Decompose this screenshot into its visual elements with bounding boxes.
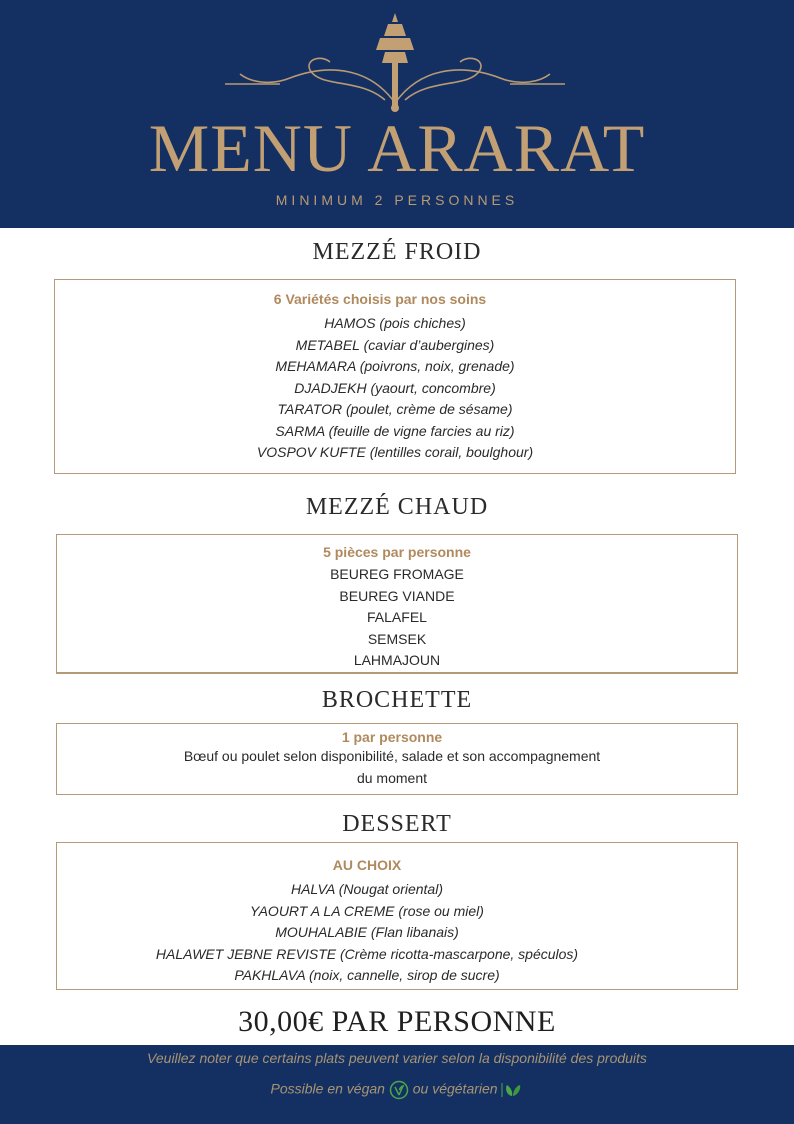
mezze-froid-heading: 6 Variétés choisis par nos soins [273, 291, 487, 307]
list-item: YAOURT A LA CREME (rose ou miel) [250, 902, 484, 919]
list-item: HALVA (Nougat oriental) [290, 881, 443, 897]
availability-note: Veuillez noter que certains plats peuvent varier selon la disponibilité des produits [147, 1050, 647, 1066]
section-title-mezze-chaud: MEZZÉ CHAUD [305, 494, 489, 520]
list-item: BEUREG VIANDE [339, 587, 455, 604]
mezze-chaud-box [56, 534, 738, 674]
price-label: 30,00€ PAR PERSONNE [238, 1005, 556, 1038]
list-item: FALAFEL [367, 609, 427, 625]
diet-options [0, 1080, 794, 1100]
ornament-icon [220, 8, 570, 118]
list-item: MOUHALABIE (Flan libanais) [275, 924, 459, 940]
list-item: HAMOS (pois chiches) [324, 315, 466, 331]
vegan-label: Possible en végan [270, 1080, 385, 1097]
brochette-box [56, 723, 738, 795]
list-item: VOSPOV KUFTE (lentilles corail, boulghour) [256, 444, 534, 460]
list-item: PAKHLAVA (noix, cannelle, sirop de sucre) [234, 967, 500, 983]
menu-subtitle: MINIMUM 2 PERSONNES [275, 192, 519, 208]
list-item: SARMA (feuille de vigne farcies au riz) [275, 422, 515, 439]
vegan-leaf-icon [389, 1080, 409, 1100]
list-item: SEMSEK [367, 630, 427, 647]
list-item: TARATOR (poulet, crème de sésame) [277, 401, 513, 417]
section-title-mezze-froid: MEZZÉ FROID [312, 239, 482, 265]
section-title-brochette: BROCHETTE [321, 687, 473, 713]
vegetarian-label: ou végétarien [412, 1080, 498, 1097]
list-item: MEHAMARA (poivrons, noix, grenade) [275, 358, 515, 374]
list-item: DJADJEKH (yaourt, concombre) [294, 379, 496, 396]
vegetarian-leaves-icon [501, 1082, 523, 1098]
section-title-dessert: DESSERT [342, 811, 452, 837]
menu-title: MENU ARARAT [148, 110, 646, 186]
dessert-box [56, 842, 738, 990]
mezze-chaud-heading: 5 pièces par personne [323, 544, 471, 560]
list-item: BEUREG FROMAGE [330, 566, 464, 582]
dessert-heading: AU CHOIX [332, 857, 402, 873]
mezze-froid-box [54, 279, 736, 474]
list-item: LAHMAJOUN [353, 652, 441, 668]
list-item: Bœuf ou poulet selon disponibilité, salade et son accompagnement [183, 748, 601, 764]
header-banner [0, 0, 794, 228]
footer-banner [0, 1045, 794, 1124]
list-item: du moment [356, 769, 428, 786]
list-item: HALAWET JEBNE REVISTE (Crème ricotta-mascarpone, spéculos) [155, 945, 579, 962]
list-item: METABEL (caviar d’aubergines) [295, 336, 495, 353]
brochette-heading: 1 par personne [341, 729, 443, 745]
